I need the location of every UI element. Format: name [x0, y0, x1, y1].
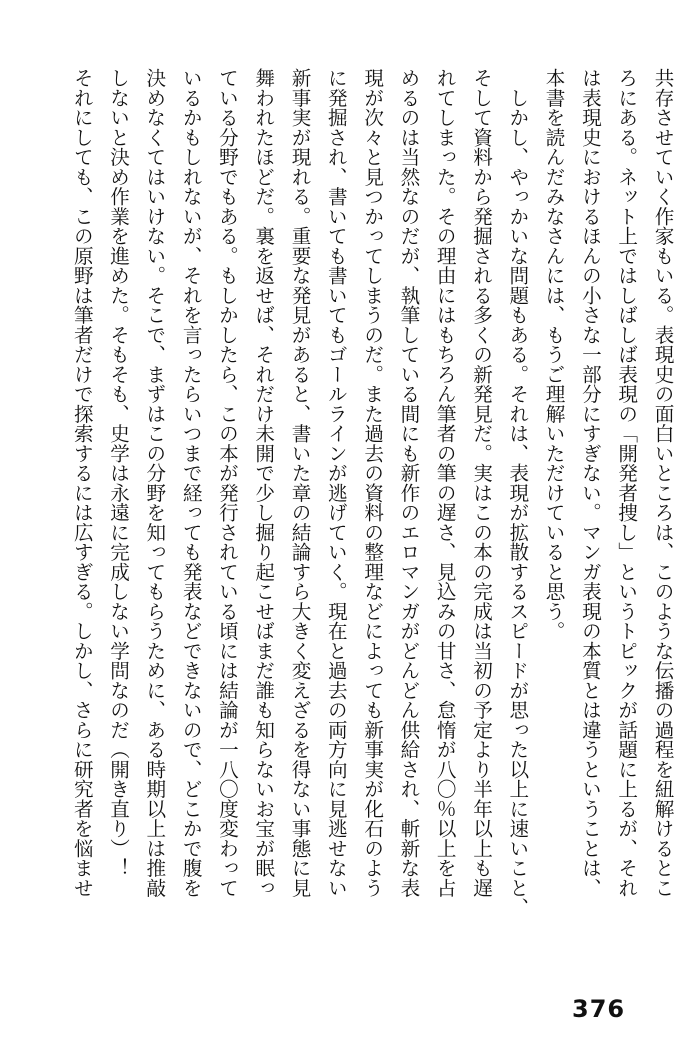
- text-line: いるかもしれないが、それを言ったらいつまで経っても発表などできないので、どこかで腹を: [179, 68, 203, 898]
- text-line: 新事実が現れる。重要な発見があると、書いた章の結論すら大きく変えざるを得ない事態に見: [288, 68, 312, 898]
- text-line: ろにある。ネット上ではしばしば表現の「開発者捜し」というトピックが話題に上るが、それ: [614, 68, 638, 898]
- text-line: そして資料から発掘される多くの新発見だ。実はこの本の完成は当初の予定より半年以上も遅: [469, 68, 493, 898]
- text-line: 本書を読んだみなさんには、もうご理解いただけていると思う。: [542, 68, 566, 641]
- text-line: めるのは当然なのだが、執筆している間にも新作のエロマンガがどんどん供給され、斬新な表: [396, 68, 420, 898]
- text-line: しかし、やっかいな問題もある。それは、表現が拡散するスピードが思った以上に速いこと、: [505, 68, 529, 918]
- text-line: れてしまった。その理由にはもちろん筆者の筆の遅さ、見込みの甘さ、怠惰が八〇％以上を占: [433, 68, 457, 898]
- text-line: 舞われたほどだ。裏を返せば、それだけ未開で少し掘り起こせばまだ誰も知らないお宝が眠っ: [251, 68, 275, 898]
- text-line: は表現史におけるほんの小さな一部分にすぎない。マンガ表現の本質とは違うということは、: [578, 68, 602, 898]
- text-line: 決めなくてはいけない。そこで、まずはこの分野を知ってもらうために、ある時期以上は推敲: [142, 68, 166, 898]
- text-line: それにしても、この原野は筆者だけで探索するには広すぎる。しかし、さらに研究者を悩ませ: [70, 68, 94, 898]
- text-line: 現が次々と見つかってしまうのだ。また過去の資料の整理などによっても新事実が化石のよう: [360, 68, 384, 898]
- text-line: に発掘され、書いても書いてもゴールラインが逃げていく。現在と過去の両方向に見逃せない: [324, 68, 348, 898]
- text-line: しないと決め作業を進めた。そもそも、史学は永遠に完成しない学問なのだ（開き直り）！: [106, 68, 130, 878]
- text-line: 共存させていく作家もいる。表現史の面白いところは、このような伝播の過程を紐解けるとこ: [651, 68, 674, 898]
- page-number: 376: [572, 995, 626, 1023]
- body-text-vertical: [58, 68, 680, 918]
- text-line: ている分野でもある。もしかしたら、この本が発行されている頃には結論が一八〇度変わって: [215, 68, 239, 898]
